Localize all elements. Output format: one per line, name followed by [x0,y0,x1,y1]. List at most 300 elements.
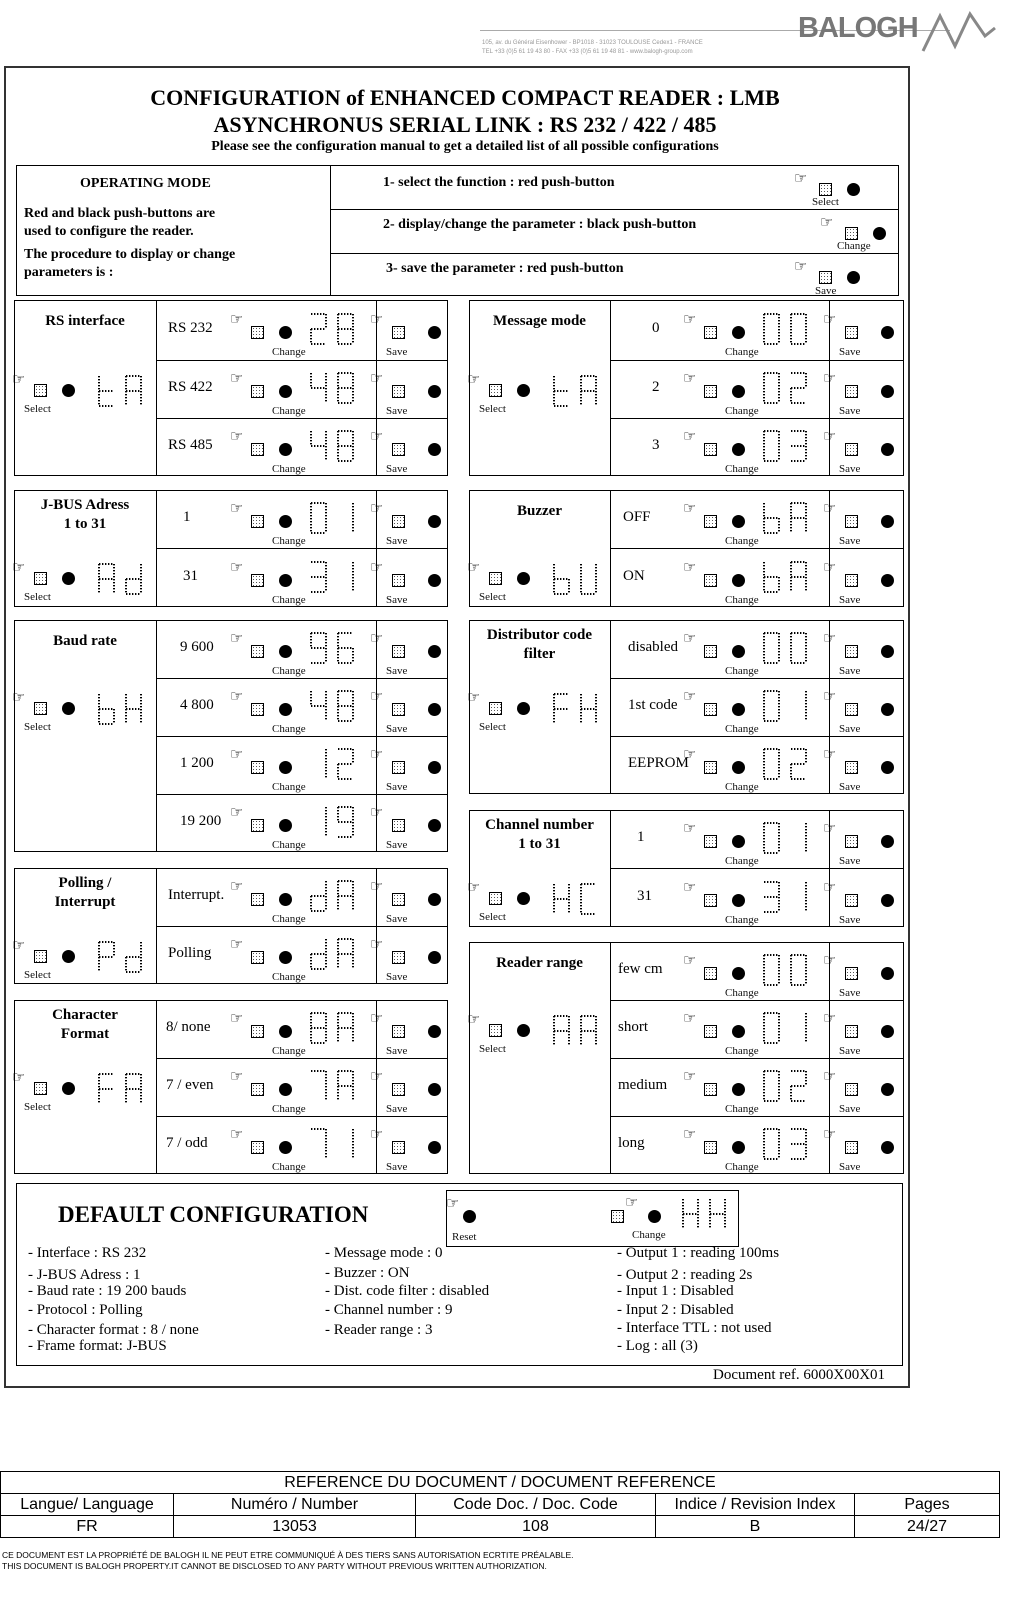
jbus-option-2-change-black-button[interactable] [279,574,292,587]
dist-option-2-display-digit-1 [761,689,782,723]
baud-option-2-change-red-button[interactable] [251,703,264,716]
baud-option-4-change-black-button[interactable] [279,819,292,832]
rs-option-3-display-digit-1 [308,429,329,463]
step-1-text: 1- select the function : red push-button [383,175,615,190]
jbus-option-2-change-caption: Change [272,594,306,606]
op-change-black-button[interactable] [873,227,886,240]
msg-option-1-save-red-button[interactable] [845,326,858,339]
default-col1-item-5: - Character format : 8 / none [28,1322,199,1338]
baud-option-4-save-red-button[interactable] [392,819,405,832]
baud-option-3-display-digit-2 [335,747,356,781]
buzzer-option-2-change-red-button[interactable] [704,574,717,587]
rs-option-1-display-digit-1 [308,312,329,346]
buzzer-option-2-save-red-button[interactable] [845,574,858,587]
msg-option-3-display-digit-1 [761,429,782,463]
char-option-3-change-black-button[interactable] [279,1141,292,1154]
jbus-option-1-save-red-button[interactable] [392,515,405,528]
char-option-2-change-black-button[interactable] [279,1083,292,1096]
baud-option-3-save-caption: Save [386,781,408,793]
operating-mode-title: OPERATING MODE [80,176,211,191]
msg-option-1-change-red-button[interactable] [704,326,717,339]
value-revision: B [656,1516,855,1538]
buzzer-option-1-change-black-button[interactable] [732,515,745,528]
range-option-1-change-black-button[interactable] [732,967,745,980]
dist-select-hand-icon: ☞ [467,688,481,706]
char-option-2-change-hand-icon: ☞ [230,1067,244,1085]
char-option-1-save-red-button[interactable] [392,1025,405,1038]
range-select-caption: Select [479,1043,506,1055]
dist-title-2: filter [523,646,556,662]
chan-title-2: 1 to 31 [518,836,561,852]
buzzer-option-2-save-hand-icon: ☞ [823,558,837,576]
range-select-display-digit-2 [578,1014,599,1048]
dist-option-1-display-digit-1 [761,631,782,665]
chan-option-2-save-caption: Save [839,914,861,926]
range-option-2-save-hand-icon: ☞ [823,1009,837,1027]
char-option-3-save-black-button[interactable] [428,1141,441,1154]
char-option-2-save-red-button[interactable] [392,1083,405,1096]
reset-hand-icon: ☞ [446,1194,460,1212]
dist-select-caption: Select [479,721,506,733]
baud-option-2-save-red-button[interactable] [392,703,405,716]
jbus-option-1-change-black-button[interactable] [279,515,292,528]
range-option-3-change-hand-icon: ☞ [683,1067,697,1085]
jbus-option-2-change-red-button[interactable] [251,574,264,587]
char-option-2-display-digit-2 [335,1069,356,1103]
jbus-option-2-display-digit-2 [335,560,356,594]
baud-option-2-display-digit-2 [335,689,356,723]
value-doc-code: 108 [416,1516,656,1538]
msg-option-3-change-red-button[interactable] [704,443,717,456]
char-title-1: Character [52,1007,118,1023]
dist-option-3-change-caption: Change [725,781,759,793]
chan-option-1-save-black-button[interactable] [881,835,894,848]
poll-option-1-label: Interrupt. [168,887,225,903]
range-option-4-save-black-button[interactable] [881,1141,894,1154]
dist-option-3-save-black-button[interactable] [881,761,894,774]
poll-option-1-change-red-button[interactable] [251,893,264,906]
range-option-3-change-black-button[interactable] [732,1083,745,1096]
baud-option-1-display-digit-2 [335,631,356,665]
dist-option-3-save-red-button[interactable] [845,761,858,774]
range-option-1-save-red-button[interactable] [845,967,858,980]
range-option-4-display-digit-2 [788,1127,809,1161]
msg-option-1-label: 0 [652,320,660,336]
baud-option-3-change-red-button[interactable] [251,761,264,774]
chan-option-2-change-red-button[interactable] [704,894,717,907]
default-col1-item-2: - J-BUS Adress : 1 [28,1267,141,1283]
msg-option-3-label: 3 [652,437,660,453]
range-select-black-button[interactable] [517,1024,530,1037]
range-option-4-label: long [618,1135,645,1151]
rs-option-2-change-caption: Change [272,405,306,417]
char-option-1-change-caption: Change [272,1045,306,1057]
char-select-display-digit-1 [96,1072,117,1106]
buzzer-select-display-digit-1 [551,562,572,596]
poll-option-2-save-red-button[interactable] [392,951,405,964]
char-option-3-save-red-button[interactable] [392,1141,405,1154]
rs-option-1-save-black-button[interactable] [428,326,441,339]
op-save-caption: Save [815,285,837,297]
char-select-red-button[interactable] [34,1082,47,1095]
chan-option-2-change-black-button[interactable] [732,894,745,907]
baud-option-1-save-caption: Save [386,665,408,677]
rs-option-3-change-black-button[interactable] [279,443,292,456]
buzzer-option-2-display-digit-2 [788,560,809,594]
baud-option-2-save-caption: Save [386,723,408,735]
rs-option-3-change-hand-icon: ☞ [230,427,244,445]
baud-option-1-change-black-button[interactable] [279,645,292,658]
chan-option-1-display-digit-1 [761,821,782,855]
range-option-1-change-hand-icon: ☞ [683,951,697,969]
chan-select-red-button[interactable] [489,892,502,905]
baud-title: Baud rate [53,633,117,649]
chan-option-1-save-hand-icon: ☞ [823,819,837,837]
default-col3-item-3: - Input 1 : Disabled [617,1283,734,1299]
msg-select-caption: Select [479,403,506,415]
poll-option-1-change-black-button[interactable] [279,893,292,906]
default-col3-item-6: - Log : all (3) [617,1338,698,1354]
reset-caption: Reset [452,1231,477,1243]
dist-option-2-save-red-button[interactable] [845,703,858,716]
baud-option-1-label: 9 600 [180,639,214,655]
jbus-option-2-display-digit-1 [308,560,329,594]
baud-select-caption: Select [24,721,51,733]
buzzer-option-1-save-black-button[interactable] [881,515,894,528]
rs-option-2-save-black-button[interactable] [428,385,441,398]
baud-option-3-change-hand-icon: ☞ [230,745,244,763]
baud-option-4-change-red-button[interactable] [251,819,264,832]
char-option-1-label: 8/ none [166,1019,211,1035]
char-option-2-save-black-button[interactable] [428,1083,441,1096]
buzzer-title: Buzzer [517,503,562,519]
baud-option-1-change-red-button[interactable] [251,645,264,658]
default-col2-item-3: - Dist. code filter : disabled [325,1283,490,1299]
range-option-2-save-caption: Save [839,1045,861,1057]
dist-option-2-change-black-button[interactable] [732,703,745,716]
poll-option-1-save-red-button[interactable] [392,893,405,906]
buzzer-option-2-save-caption: Save [839,594,861,606]
msg-option-1-change-black-button[interactable] [732,326,745,339]
baud-option-2-change-black-button[interactable] [279,703,292,716]
msg-select-hand-icon: ☞ [467,370,481,388]
jbus-option-1-save-hand-icon: ☞ [370,499,384,517]
range-option-3-change-red-button[interactable] [704,1083,717,1096]
buzzer-select-red-button[interactable] [489,572,502,585]
op-select-caption: Select [812,196,839,208]
char-option-3-save-caption: Save [386,1161,408,1173]
reset-black-button[interactable] [463,1210,476,1223]
baud-select-display-digit-2 [123,692,144,726]
baud-option-2-change-hand-icon: ☞ [230,687,244,705]
poll-title-2: Interrupt [54,894,116,910]
jbus-option-2-change-hand-icon: ☞ [230,558,244,576]
rs-option-3-change-caption: Change [272,463,306,475]
msg-option-2-save-caption: Save [839,405,861,417]
baud-option-3-save-black-button[interactable] [428,761,441,774]
jbus-select-caption: Select [24,591,51,603]
dist-option-2-save-caption: Save [839,723,861,735]
column-revision: Indice / Revision Index [656,1494,855,1516]
rs-option-3-save-hand-icon: ☞ [370,427,384,445]
msg-option-2-display-digit-2 [788,371,809,405]
poll-option-2-change-black-button[interactable] [279,951,292,964]
char-option-2-display-digit-1 [308,1069,329,1103]
chan-select-caption: Select [479,911,506,923]
dist-title-1: Distributor code [486,627,593,643]
balogh-logo [780,6,1000,56]
default-col2-item-4: - Channel number : 9 [325,1302,453,1318]
default-col1-item-4: - Protocol : Polling [28,1302,143,1318]
msg-option-2-change-red-button[interactable] [704,385,717,398]
char-option-1-change-black-button[interactable] [279,1025,292,1038]
char-option-1-change-red-button[interactable] [251,1025,264,1038]
range-option-4-change-caption: Change [725,1161,759,1173]
baud-option-3-change-black-button[interactable] [279,761,292,774]
range-option-2-change-red-button[interactable] [704,1025,717,1038]
range-option-1-save-black-button[interactable] [881,967,894,980]
dist-option-3-change-red-button[interactable] [704,761,717,774]
buzzer-option-2-save-black-button[interactable] [881,574,894,587]
baud-option-4-save-black-button[interactable] [428,819,441,832]
dist-option-1-save-caption: Save [839,665,861,677]
msg-option-2-change-black-button[interactable] [732,385,745,398]
rs-option-1-change-red-button[interactable] [251,326,264,339]
char-option-3-change-hand-icon: ☞ [230,1125,244,1143]
logo-wave-icon [780,6,1000,56]
op-change-red-button[interactable] [845,227,858,240]
jbus-option-2-label: 31 [183,568,198,584]
dist-option-1-save-red-button[interactable] [845,645,858,658]
default-change-red-button[interactable] [611,1210,624,1223]
chan-option-2-save-black-button[interactable] [881,894,894,907]
char-option-2-change-red-button[interactable] [251,1083,264,1096]
range-option-3-save-red-button[interactable] [845,1083,858,1096]
rs-option-2-display-digit-1 [308,371,329,405]
msg-option-3-change-hand-icon: ☞ [683,427,697,445]
buzzer-option-1-change-red-button[interactable] [704,515,717,528]
range-option-2-save-red-button[interactable] [845,1025,858,1038]
baud-option-1-save-black-button[interactable] [428,645,441,658]
poll-option-2-save-black-button[interactable] [428,951,441,964]
poll-select-black-button[interactable] [62,950,75,963]
rs-option-3-display-digit-2 [335,429,356,463]
range-option-4-change-red-button[interactable] [704,1141,717,1154]
msg-select-display-digit-1 [551,374,572,408]
column-language: Langue/ Language [1,1494,174,1516]
default-display-digit-1 [680,1197,701,1231]
chan-option-2-label: 31 [637,888,652,904]
baud-option-1-display-digit-1 [308,631,329,665]
buzzer-option-1-save-caption: Save [839,535,861,547]
chan-option-1-change-red-button[interactable] [704,835,717,848]
msg-option-3-change-black-button[interactable] [732,443,745,456]
msg-option-2-change-caption: Change [725,405,759,417]
chan-option-1-save-caption: Save [839,855,861,867]
rs-option-1-save-red-button[interactable] [392,326,405,339]
msg-option-1-save-black-button[interactable] [881,326,894,339]
msg-option-3-save-black-button[interactable] [881,443,894,456]
op-save-red-button[interactable] [819,271,832,284]
jbus-option-1-change-caption: Change [272,535,306,547]
rs-option-1-change-black-button[interactable] [279,326,292,339]
jbus-select-black-button[interactable] [62,572,75,585]
range-option-4-save-red-button[interactable] [845,1141,858,1154]
op-select-red-button[interactable] [819,183,832,196]
default-change-hand-icon: ☞ [625,1193,639,1211]
msg-option-2-save-red-button[interactable] [845,385,858,398]
poll-option-1-display-digit-2 [335,879,356,913]
msg-option-3-save-hand-icon: ☞ [823,427,837,445]
baud-option-3-save-red-button[interactable] [392,761,405,774]
char-option-1-save-black-button[interactable] [428,1025,441,1038]
rs-select-caption: Select [24,403,51,415]
char-option-1-display-digit-1 [308,1011,329,1045]
dist-option-2-change-hand-icon: ☞ [683,687,697,705]
rs-select-black-button[interactable] [62,384,75,397]
range-option-4-save-hand-icon: ☞ [823,1125,837,1143]
char-option-2-save-caption: Save [386,1103,408,1115]
value-number: 13053 [174,1516,416,1538]
dist-option-1-display-digit-2 [788,631,809,665]
poll-option-1-save-black-button[interactable] [428,893,441,906]
dist-select-black-button[interactable] [517,702,530,715]
rs-option-2-change-black-button[interactable] [279,385,292,398]
buzzer-option-1-change-caption: Change [725,535,759,547]
buzzer-select-black-button[interactable] [517,572,530,585]
poll-option-2-change-hand-icon: ☞ [230,935,244,953]
baud-option-1-save-red-button[interactable] [392,645,405,658]
operating-mode-line-2: used to configure the reader. [24,224,194,239]
rs-option-3-save-red-button[interactable] [392,443,405,456]
range-option-4-change-black-button[interactable] [732,1141,745,1154]
char-select-black-button[interactable] [62,1082,75,1095]
buzzer-option-2-change-black-button[interactable] [732,574,745,587]
buzzer-option-2-label: ON [623,568,645,584]
column-doc-code: Code Doc. / Doc. Code [416,1494,656,1516]
msg-option-3-display-digit-2 [788,429,809,463]
buzzer-option-1-save-red-button[interactable] [845,515,858,528]
msg-select-red-button[interactable] [489,384,502,397]
dist-option-1-save-black-button[interactable] [881,645,894,658]
footer-notice-en: THIS DOCUMENT IS BALOGH PROPERTY.IT CANNOT BE DISCLOSED TO ANY PARTY WITHOUT PREVIOUS WRITTEN AUTHORIZATION. [2,1561,547,1571]
chan-option-1-save-red-button[interactable] [845,835,858,848]
poll-select-red-button[interactable] [34,950,47,963]
baud-option-3-display-digit-1 [308,747,329,781]
msg-option-3-save-red-button[interactable] [845,443,858,456]
range-option-3-save-black-button[interactable] [881,1083,894,1096]
baud-select-display-digit-1 [96,692,117,726]
baud-option-2-save-black-button[interactable] [428,703,441,716]
jbus-option-1-save-black-button[interactable] [428,515,441,528]
dist-option-3-save-caption: Save [839,781,861,793]
dist-option-1-change-hand-icon: ☞ [683,629,697,647]
baud-option-4-change-hand-icon: ☞ [230,803,244,821]
range-option-2-save-black-button[interactable] [881,1025,894,1038]
range-option-3-label: medium [618,1077,668,1093]
baud-option-3-label: 1 200 [180,755,214,771]
rs-option-1-display-digit-2 [335,312,356,346]
baud-option-1-save-hand-icon: ☞ [370,629,384,647]
baud-select-black-button[interactable] [62,702,75,715]
dist-select-red-button[interactable] [489,702,502,715]
rs-option-1-label: RS 232 [168,320,213,336]
chan-option-1-change-black-button[interactable] [732,835,745,848]
char-select-display-digit-2 [123,1072,144,1106]
range-option-1-save-hand-icon: ☞ [823,951,837,969]
range-option-1-change-red-button[interactable] [704,967,717,980]
poll-select-display-digit-2 [123,940,144,974]
rs-option-2-change-red-button[interactable] [251,385,264,398]
jbus-option-2-save-black-button[interactable] [428,574,441,587]
char-option-2-change-caption: Change [272,1103,306,1115]
dist-option-3-change-black-button[interactable] [732,761,745,774]
msg-option-1-display-digit-2 [788,312,809,346]
chan-select-black-button[interactable] [517,892,530,905]
dist-option-1-change-black-button[interactable] [732,645,745,658]
rs-option-3-change-red-button[interactable] [251,443,264,456]
poll-option-1-change-caption: Change [272,913,306,925]
dist-option-1-save-hand-icon: ☞ [823,629,837,647]
rs-select-hand-icon: ☞ [12,370,26,388]
rs-option-2-save-caption: Save [386,405,408,417]
msg-option-2-save-hand-icon: ☞ [823,369,837,387]
dist-option-2-save-black-button[interactable] [881,703,894,716]
range-title: Reader range [496,955,583,971]
dist-option-3-change-hand-icon: ☞ [683,745,697,763]
title-line-1: CONFIGURATION of ENHANCED COMPACT READER : LMB [150,85,780,110]
rs-option-3-save-black-button[interactable] [428,443,441,456]
op-select-black-button[interactable] [847,183,860,196]
op-save-black-button[interactable] [847,271,860,284]
jbus-option-1-change-red-button[interactable] [251,515,264,528]
rs-option-2-save-red-button[interactable] [392,385,405,398]
range-select-red-button[interactable] [489,1024,502,1037]
rs-select-red-button[interactable] [34,384,47,397]
jbus-title-1: J-BUS Adress [40,497,130,513]
baud-select-hand-icon: ☞ [12,688,26,706]
buzzer-option-2-change-caption: Change [725,594,759,606]
msg-option-1-change-caption: Change [725,346,759,358]
baud-option-4-display-digit-2 [335,805,356,839]
jbus-select-red-button[interactable] [34,572,47,585]
document-reference: Document ref. 6000X00X01 [713,1367,886,1383]
logo-text: BALOGH [798,12,918,44]
range-option-2-change-black-button[interactable] [732,1025,745,1038]
baud-select-red-button[interactable] [34,702,47,715]
jbus-option-2-save-red-button[interactable] [392,574,405,587]
dist-option-2-change-red-button[interactable] [704,703,717,716]
range-option-2-change-hand-icon: ☞ [683,1009,697,1027]
footer-notice-fr: CE DOCUMENT EST LA PROPRIÉTÉ DE BALOGH IL NE PEUT ETRE COMMUNIQUÉ À DES TIERS SANS AUTORISATION ECRTITE PRÉALABLE. [2,1550,574,1560]
msg-option-2-save-black-button[interactable] [881,385,894,398]
baud-option-1-change-caption: Change [272,665,306,677]
chan-option-2-save-red-button[interactable] [845,894,858,907]
char-option-3-save-hand-icon: ☞ [370,1125,384,1143]
jbus-option-1-save-caption: Save [386,535,408,547]
range-option-2-label: short [618,1019,648,1035]
dist-option-1-label: disabled [628,639,678,655]
char-option-3-change-red-button[interactable] [251,1141,264,1154]
poll-option-2-change-red-button[interactable] [251,951,264,964]
msg-select-black-button[interactable] [517,384,530,397]
range-option-2-change-caption: Change [725,1045,759,1057]
char-select-caption: Select [24,1101,51,1113]
default-config-title: DEFAULT CONFIGURATION [58,1202,369,1227]
range-option-1-change-caption: Change [725,987,759,999]
dist-option-1-change-red-button[interactable] [704,645,717,658]
default-change-black-button[interactable] [648,1210,661,1223]
